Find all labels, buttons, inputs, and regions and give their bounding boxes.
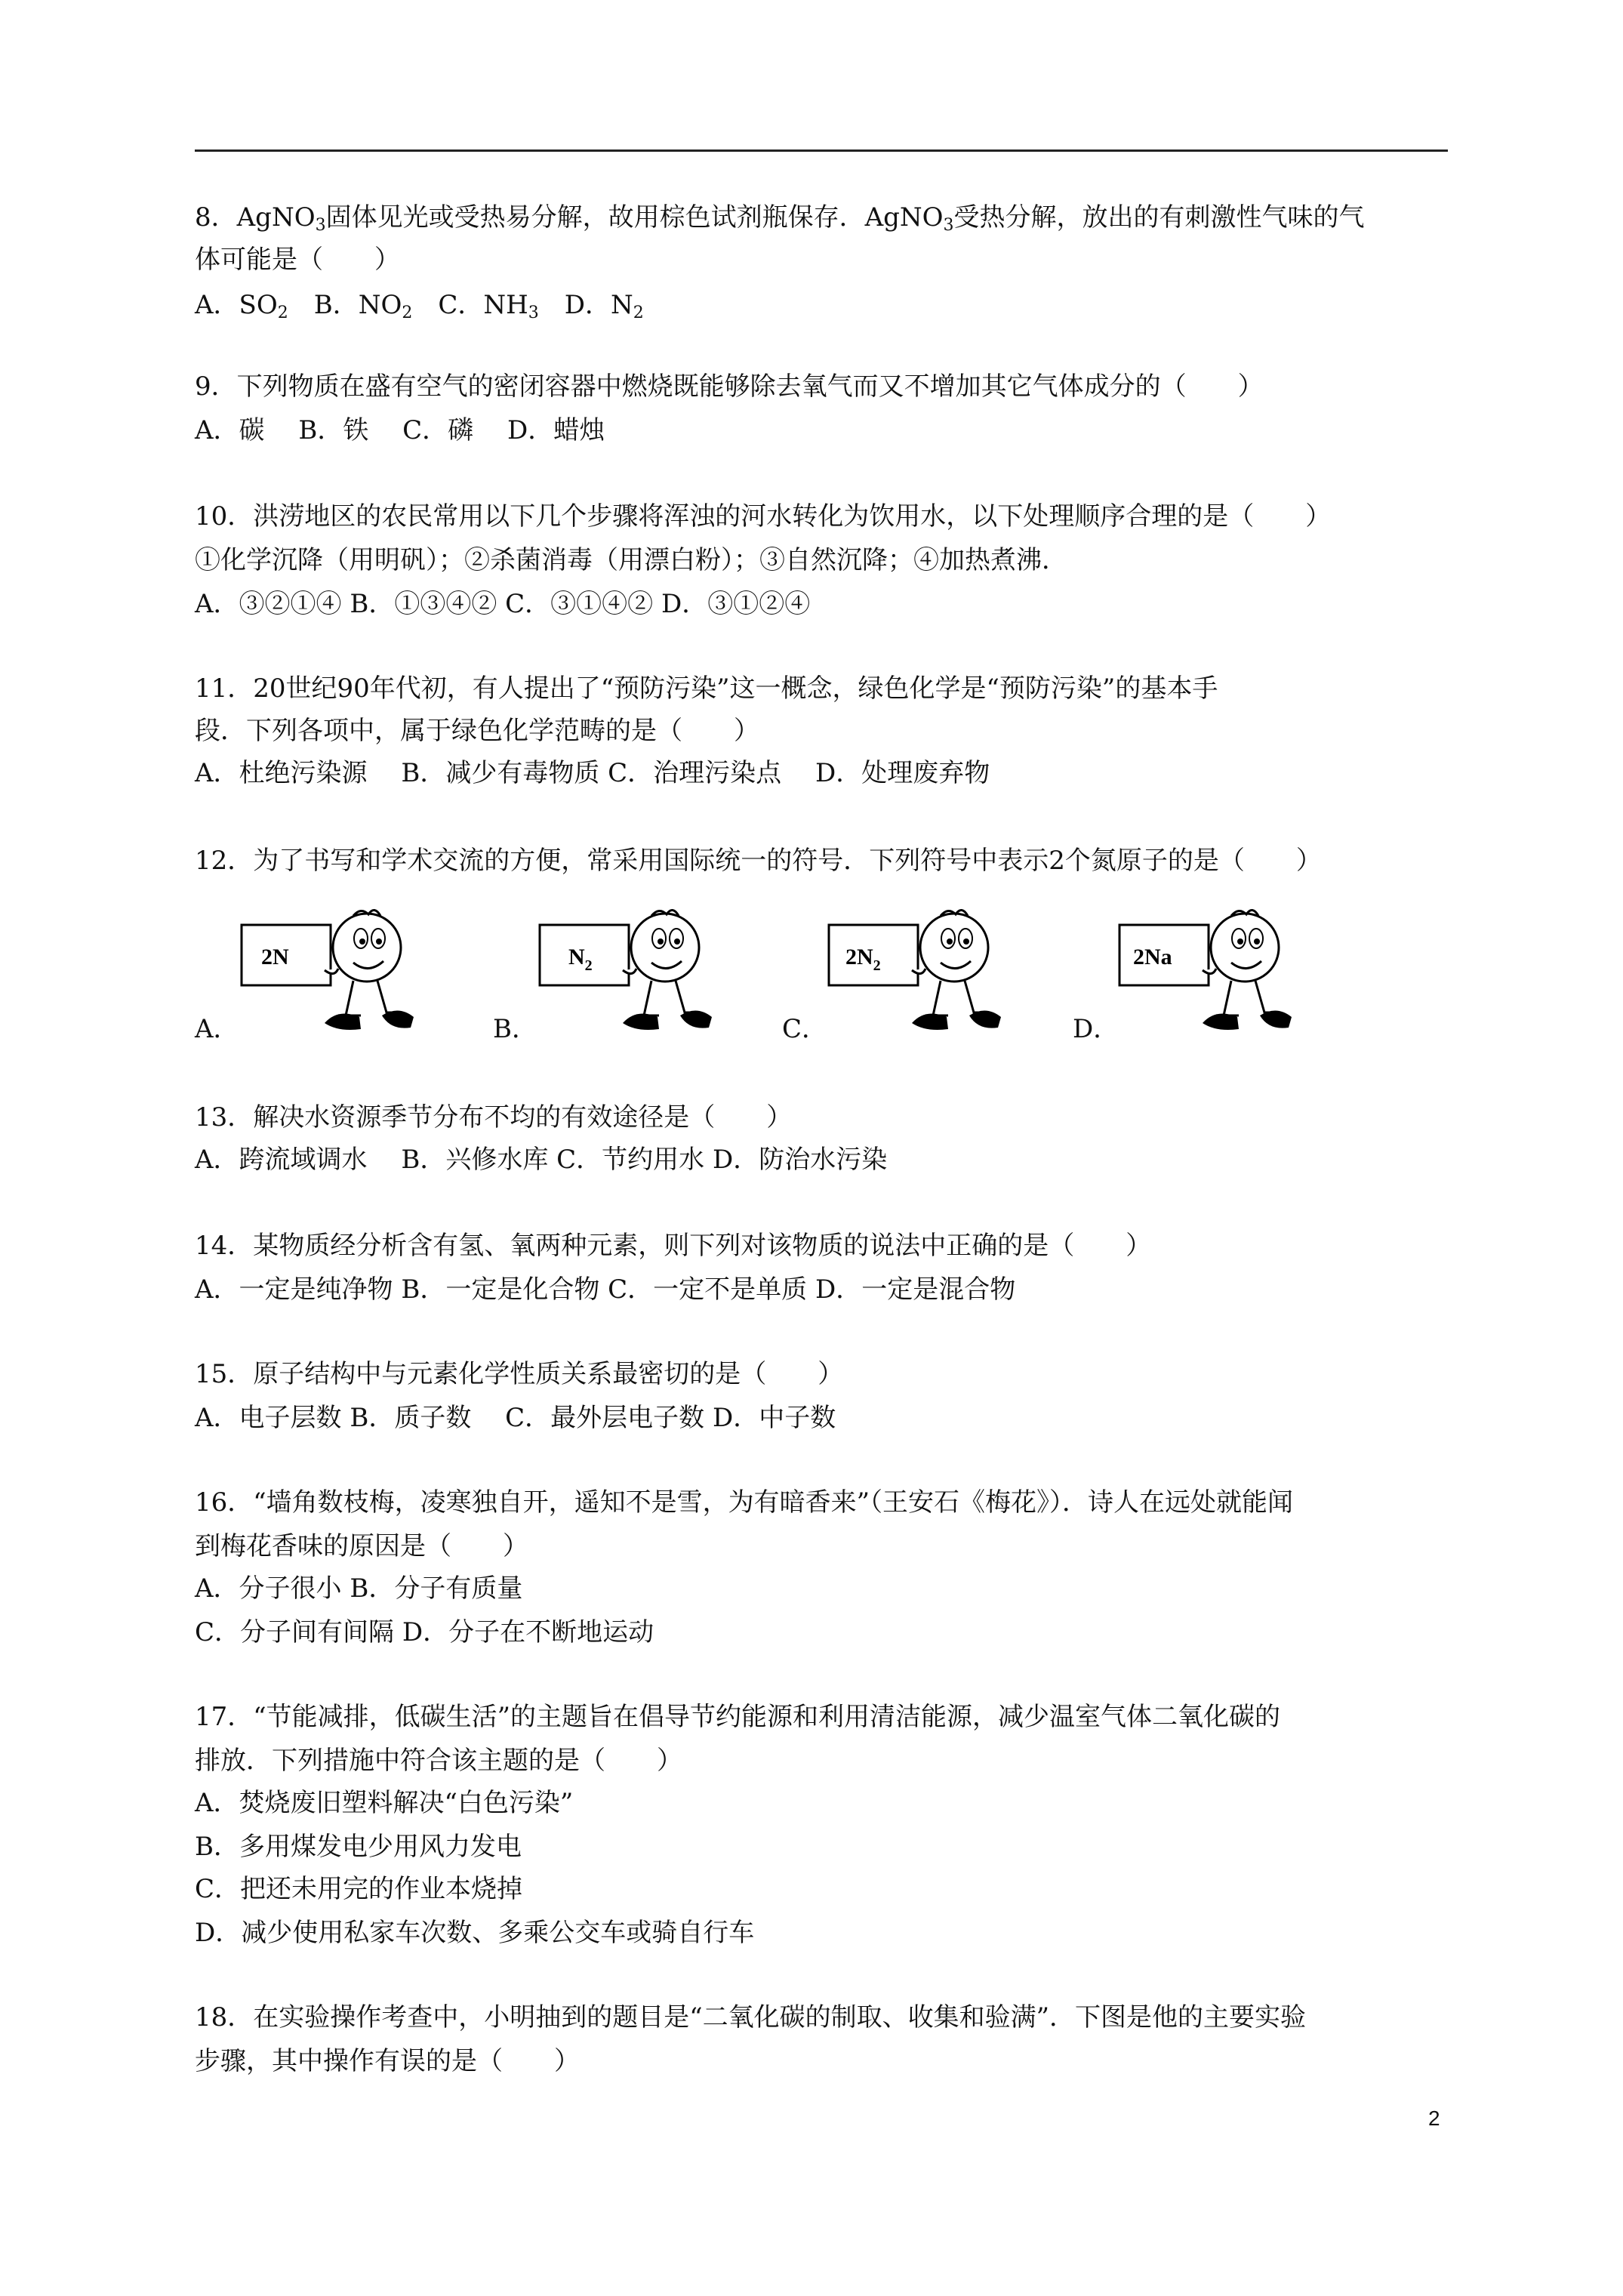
question-15-stem: 15．原子结构中与元素化学性质关系最密切的是（ ） [195,1359,844,1389]
question-17-option-d: D．减少使用私家车次数、多乘公交车或骑自行车 [195,1918,755,1948]
question-17-stem-line2: 排放．下列措施中符合该主题的是（ ） [195,1746,682,1776]
cartoon-board-icon [538,902,719,1053]
option-d-figure [1073,902,1299,1053]
question-16-stem: 16．“墙角数枝梅，凌寒独自开，遥知不是雪，为有暗香来”（王安石《梅花》）．诗人在远处就能闻 [195,1487,1294,1518]
question-8-stem: 8．AgNO$_3$固体见光或受热易分解，故用棕色试剂瓶保存．AgNO$_3$受热分解，放出的有刺激性气味的气 [195,202,1365,235]
option-c-figure [782,902,1009,1053]
svg-text:2N: 2N [261,945,289,969]
question-10-steps: ①化学沉降（用明矾）；②杀菌消毒（用漂白粉）；③自然沉降；④加热煮沸． [195,545,1067,575]
question-14-stem: 14．某物质经分析含有氢、氧两种元素，则下列对该物质的说法中正确的是（ ） [195,1231,1152,1261]
question-14-options: A．一定是纯净物 B．一定是化合物 C．一定不是单质 D．一定是混合物 [195,1274,1016,1305]
option-b-figure [493,902,719,1053]
question-8-stem-line2: 体可能是（ ） [195,245,400,275]
question-9-stem: 9．下列物质在盛有空气的密闭容器中燃烧既能够除去氧气而又不增加其它气体成分的（ ） [195,371,1264,402]
question-17-option-a: A．焚烧废旧塑料解决“白色污染” [195,1788,574,1818]
option-a-figure [195,902,421,1053]
option-a-letter: A． [195,1014,239,1044]
question-12-figures [195,902,1448,1053]
cartoon-board-icon [240,902,421,1053]
question-13-stem: 13．解决水资源季节分布不均的有效途径是（ ） [195,1102,793,1133]
svg-text:2Na: 2Na [1133,945,1172,969]
question-11-stem: 11．20世纪90年代初，有人提出了“预防污染”这一概念，绿色化学是“预防污染”的基本手 [195,673,1218,704]
page-number: 2 [1428,2106,1440,2130]
question-11-options: A．杜绝污染源 B．减少有毒物质 C．治理污染点 D．处理废弃物 [195,758,990,788]
question-12-stem: 12．为了书写和学术交流的方便，常采用国际统一的符号．下列符号中表示2个氮原子的是（ ） [195,846,1322,876]
question-8-options: A．$SO_2$ B．$NO_2$ C．$NH_3$ D．$N_2$ [195,290,644,322]
question-9-options: A．碳 B．铁 C．磷 D．蜡烛 [195,415,605,445]
question-11-stem-line2: 段．下列各项中，属于绿色化学范畴的是（ ） [195,716,759,746]
question-17-option-c: C．把还未用完的作业本烧掉 [195,1874,523,1904]
question-17-option-b: B．多用煤发电少用风力发电 [195,1832,522,1862]
option-c-letter: C． [782,1014,828,1044]
question-10-options: A．③②①④ B．①③④② C．③①④② D．③①②④ [195,589,811,619]
cartoon-board-icon [1118,902,1299,1053]
question-10-stem: 10．洪涝地区的农民常用以下几个步骤将浑浊的河水转化为饮用水，以下处理顺序合理的是（ ） [195,501,1332,532]
question-16-stem-line2: 到梅花香味的原因是（ ） [195,1531,528,1561]
question-16-options-cd: C．分子间有间隔 D．分子在不断地运动 [195,1617,654,1647]
cartoon-board-icon [827,902,1009,1053]
option-b-letter: B． [493,1014,537,1044]
header-rule [195,149,1448,152]
question-18-stem: 18．在实验操作考查中，小明抽到的题目是“二氧化碳的制取、收集和验满”．下图是他的主要实验 [195,2002,1307,2032]
question-17-stem: 17．“节能减排，低碳生活”的主题旨在倡导节约能源和利用清洁能源，减少温室气体二氧化碳的 [195,1702,1281,1732]
svg-text:2N2: $2N_2$ [845,945,881,974]
question-13-options: A．跨流域调水 B．兴修水库 C．节约用水 D．防治水污染 [195,1145,888,1175]
question-15-options: A．电子层数 B．质子数 C．最外层电子数 D．中子数 [195,1403,836,1433]
svg-text:N2: $N_2$ [568,945,593,974]
question-18-stem-line2: 步骤，其中操作有误的是（ ） [195,2046,580,2076]
question-16-options-ab: A．分子很小 B．分子有质量 [195,1573,523,1604]
option-d-letter: D． [1073,1014,1119,1044]
